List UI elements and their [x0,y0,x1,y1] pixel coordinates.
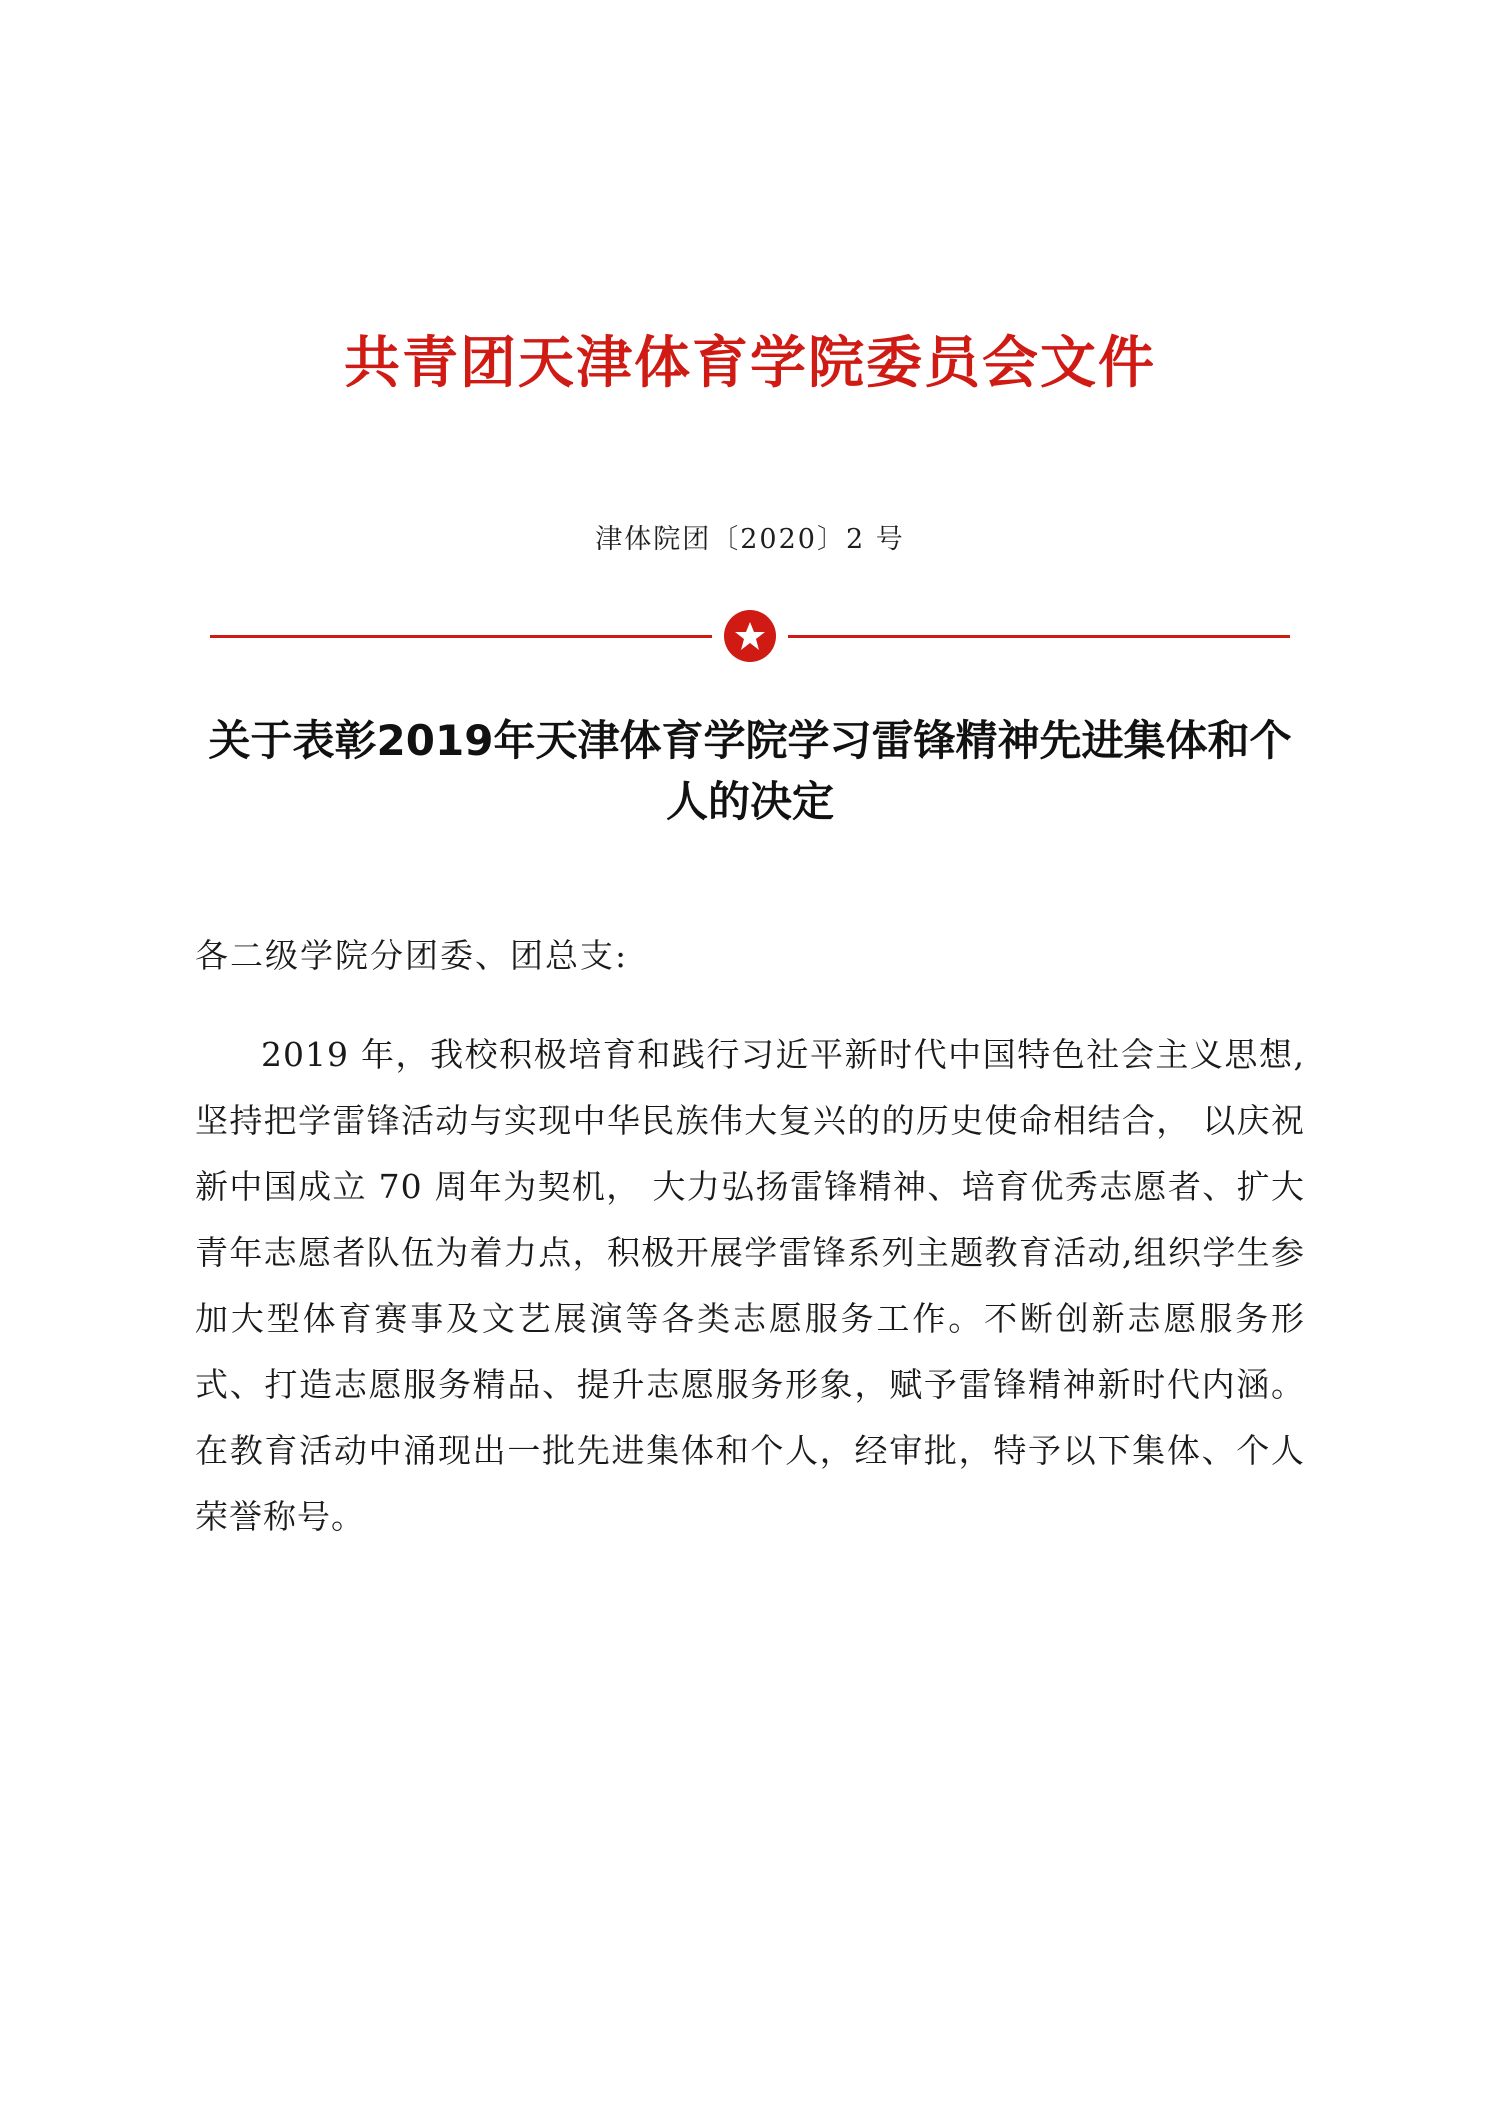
emblem-container [712,606,788,666]
red-separator [195,606,1305,666]
red-star-icon [724,610,776,662]
salutation: 各二级学院分团委、团总支: [195,935,629,975]
document-body [195,923,1305,1550]
body-paragraph-1: 2019 年，我校积极培育和践行习近平新时代中国特色社会主义思想, 坚持把学雷锋活动与实现中华民族伟大复兴的的历史使命相结合， 以庆祝新中国成立 70 周年为契机， 大力弘扬雷锋精神、培育优秀志愿者、扩大青年志愿者队伍为着力点，积极开展学雷锋系列主题教育活动,组织学生参加大型体育赛事及文艺展演等各类志愿服务工作。不断创新志愿服务形式、打造志愿服务精品、提升志愿服务形象，赋予雷锋精神新时代内涵。在教育活动中涌现出一批先进集体和个人，经审批，特予以下集体、个人荣誉称号。 [195,1034,1305,1536]
masthead-title: 共青团天津体育学院委员会文件 [344,331,1156,396]
page-title: 关于表彰2019年天津体育学院学习雷锋精神先进集体和个人的决定 [208,716,1292,827]
masthead [195,0,1305,397]
document-number: 津体院团〔2020〕2 号 [595,524,905,556]
